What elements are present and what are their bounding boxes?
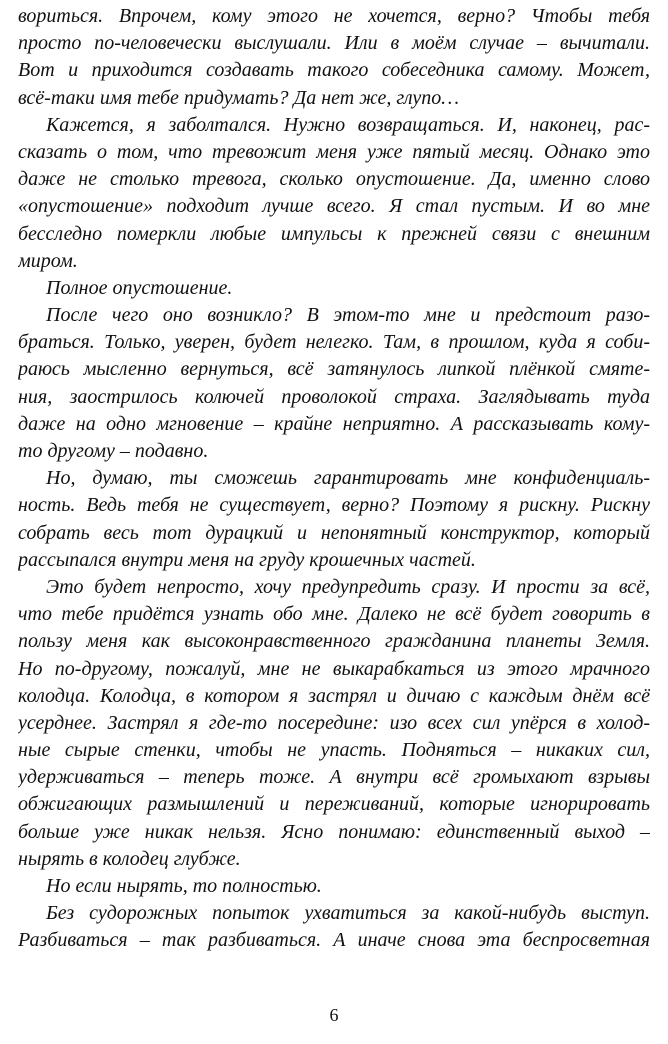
- text-line: Но если нырять, то полностью.: [46, 875, 322, 897]
- text-line: нырять в колодец глубже.: [18, 847, 241, 870]
- text-line: миром.: [18, 249, 78, 272]
- text-line: удерживаться – теперь тоже. А внутри всё громыхают взрывы: [18, 766, 650, 789]
- text-line: рассыпался внутри меня на груду крошечных частей.: [18, 548, 476, 571]
- text-line: После чего оно возникло? В этом-то мне и предстоит разо-: [46, 304, 650, 327]
- text-line: всё-таки имя тебе придумать? Да нет же, глупо…: [18, 86, 460, 109]
- text-line: вориться. Впрочем, кому этого не хочется, верно? Чтобы тебя: [18, 5, 650, 27]
- text-line: Без судорожных попыток ухватиться за какой-нибудь выступ.: [46, 902, 650, 925]
- text-line: сказать о том, что тревожит меня уже пятый месяц. Однако это: [18, 140, 650, 163]
- text-line: то другому – подавно.: [18, 440, 209, 462]
- text-line: ные сырые стенки, чтобы не упасть. Подняться – никаких сил,: [18, 739, 650, 762]
- text-line: Но по-другому, пожалуй, мне не выкарабкаться из этого мрачного: [18, 657, 650, 680]
- text-line: бесследно померкли любые импульсы к прежней связи с внешним: [18, 222, 650, 245]
- text-line: Полное опустошение.: [46, 276, 233, 299]
- text-line: пользу меня как высоконравственного гражданина планеты Земля.: [18, 630, 650, 653]
- text-line: Кажется, я заболтался. Нужно возвращаться. И, наконец, рас-: [46, 113, 650, 136]
- text-line: браться. Только, уверен, будет нелегко. Там, в прошлом, куда я соби-: [18, 331, 650, 354]
- text-line: колодца. Колодца, в котором я застрял и дичаю с каждым днём всё: [18, 684, 650, 707]
- text-line: что тебе придётся узнать обо мне. Далеко не всё будет говорить в: [18, 603, 650, 626]
- page-number: 6: [329, 1005, 339, 1025]
- text-line: Это будет непросто, хочу предупредить сразу. И прости за всё,: [46, 575, 650, 598]
- text-line: ность. Ведь тебя не существует, верно? Поэтому я рискну. Рискну: [18, 494, 650, 517]
- text-line: больше уже никак нельзя. Ясно понимаю: единственный выход –: [18, 820, 650, 843]
- text-line: просто по-человечески выслушали. Или в моём случае – вычитали.: [18, 32, 650, 55]
- text-line: ния, заострилось колючей проволокой страха. Заглядывать туда: [18, 385, 650, 408]
- text-line: даже не столько тревога, сколько опустошение. Да, именно слово: [18, 168, 650, 191]
- text-line: Вот и приходится создавать такого собеседника самому. Может,: [18, 59, 650, 82]
- text-line: Но, думаю, ты сможешь гарантировать мне конфиденциаль-: [46, 467, 650, 490]
- text-line: собрать весь тот дурацкий и непонятный конструктор, который: [18, 521, 650, 544]
- text-line: Разбиваться – так разбиваться. А иначе снова эта беспросветная: [18, 929, 650, 952]
- book-page: [18, 0, 650, 1044]
- text-line: обжигающих размышлений и переживаний, которые игнорировать: [18, 793, 650, 816]
- body-text: [18, 3, 650, 955]
- text-line: «опустошение» подходит лучше всего. Я стал пустым. И во мне: [18, 195, 650, 218]
- text-line: раюсь мысленно вернуться, всё затянулось липкой плёнкой смяте-: [18, 358, 650, 381]
- text-line: даже на одно мгновение – крайне неприятно. А рассказывать кому-: [18, 412, 650, 435]
- text-line: усерднее. Застрял я где-то посередине: изо всех сил упёрся в холод-: [18, 711, 650, 734]
